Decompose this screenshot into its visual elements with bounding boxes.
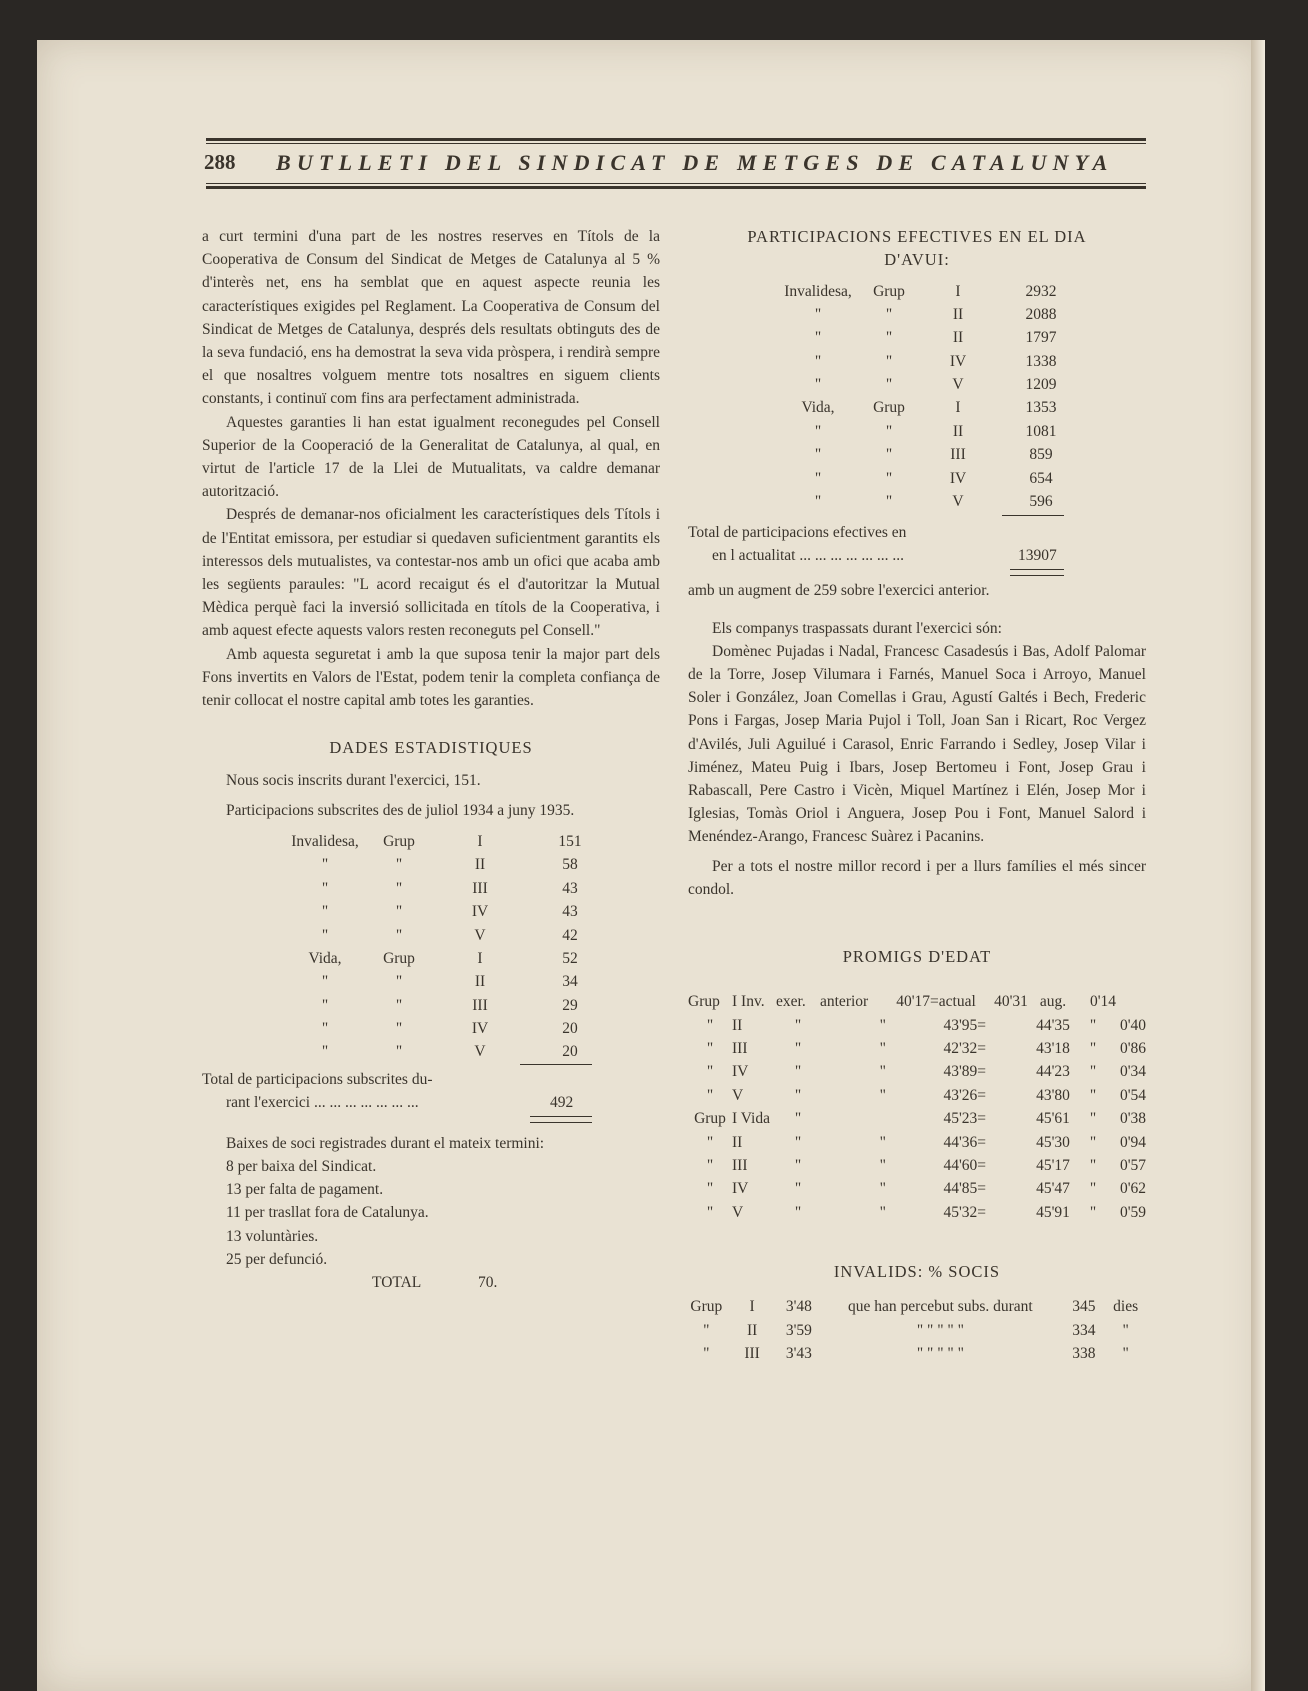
paragraph: Després de demanar-nos oficialment les característiques dels Títols i de l'Entitat emissora, per estudiar si quedaven suficientment garantits els interessos dels mutualistes, va contestar-nos amb un ofici que acaba amb les següents paraules: "L acord recaigut és el d'autoritzar la Mutual Mèdica perquè faci la inversió sollicitada en títols de la Cooperativa, i amb aquest efecte aquests valors resten reconeguts pel Consell." — [202, 506, 660, 640]
table-cell: 44'85= — [943, 1180, 986, 1198]
paragraph: Amb aquesta seguretat i amb la que suposa tenir la major part dels Fons invertits en Valors de l'Estat, podem tenir la completa confiança de tenir collocat el nostre capital amb totes les garanties. — [202, 645, 660, 710]
table-cell: 43 — [562, 903, 578, 921]
table-row — [688, 1037, 1146, 1060]
table-cell: " — [885, 469, 893, 487]
table-cell: 43 — [562, 879, 578, 897]
table-row — [688, 1295, 1146, 1318]
table-cell: IV — [732, 1180, 749, 1198]
paragraph: a curt termini d'una part de les nostres reserves en Títols de la Cooperativa de Consum del Sindicat de Metges de Catalunya al 5 % d'interès net, ens ha semblat que en aquest aspecte reunia les característiques exigides pel Reglament. La Cooperativa de Consum del Sindicat de Metges de Catalunya, després dels resultats obtinguts des de la seva fundació, ens ha demostrat la seva vida pròspera, i rendirà sempre el que nosaltres volguem mentre tots nosaltres en siguem clients constants, i continuï com fins ara perfectament administrada. — [202, 228, 660, 408]
drops-total-row — [202, 1271, 660, 1294]
table-row — [776, 467, 1084, 490]
table-cell: III — [472, 996, 488, 1014]
table-cell: " — [794, 1086, 802, 1104]
table-row — [688, 1107, 1146, 1130]
subscribed-intro: Participacions subscrites des de juliol 1934 a juny 1935. — [226, 801, 575, 819]
table-row — [282, 970, 610, 993]
table-cell: " — [885, 305, 893, 323]
table-cell: 2088 — [1025, 305, 1057, 323]
table-cell: " — [814, 376, 822, 394]
table-cell: " — [395, 973, 403, 991]
header-rule-top — [206, 138, 1146, 141]
table-cell: " — [706, 1203, 714, 1221]
table-row — [688, 1177, 1146, 1200]
table-row — [282, 830, 610, 853]
table-cell: " " " " " — [916, 1345, 964, 1363]
table-cell: " — [321, 926, 329, 944]
table-cell: IV — [949, 469, 967, 487]
table-cell: " — [321, 879, 329, 897]
table-cell: " — [706, 1063, 714, 1081]
subscribed-total-block — [202, 1064, 660, 1118]
table-cell: exer. — [776, 993, 806, 1011]
table-cell: " — [814, 329, 822, 347]
left-column — [202, 225, 660, 1294]
table-cell: " — [1089, 1110, 1097, 1128]
page-edge — [1251, 40, 1265, 1691]
table-cell: 58 — [562, 856, 578, 874]
table-cell: " — [1089, 1016, 1097, 1034]
table-cell: 45'61 — [1036, 1110, 1070, 1128]
table-row — [282, 923, 610, 946]
table-cell: " — [1122, 1345, 1129, 1363]
table-cell: " — [1089, 1156, 1097, 1174]
table-cell: I Inv. — [732, 993, 765, 1011]
table-cell: 42'32= — [943, 1040, 986, 1058]
table-cell: " — [879, 1086, 886, 1104]
table-cell: I — [477, 832, 483, 850]
table-row — [776, 396, 1084, 419]
drops-list — [226, 1155, 660, 1271]
table-cell: 43'18 — [1036, 1040, 1070, 1058]
table-row — [688, 990, 1146, 1013]
journal-title: BUTLLETI DEL SINDICAT DE METGES DE CATALUNYA — [276, 150, 1114, 175]
table-cell: Vida, — [801, 399, 835, 417]
table-cell: 34 — [562, 973, 578, 991]
new-members-line: Nous socis inscrits durant l'exercici, 151. — [226, 772, 481, 790]
table-cell: V — [952, 376, 964, 394]
table-cell: " — [395, 1020, 403, 1038]
table-cell: " — [885, 422, 893, 440]
table-cell: V — [474, 926, 486, 944]
table-cell: " — [879, 1063, 886, 1081]
effective-total-label: en l actualitat ... ... ... ... ... ... ... — [712, 547, 904, 565]
table-cell: " — [885, 446, 893, 464]
table-cell: 1209 — [1025, 376, 1057, 394]
table-cell: III — [950, 446, 966, 464]
table-cell: " — [879, 1180, 886, 1198]
table-row — [282, 994, 610, 1017]
table-cell: " — [794, 1133, 802, 1151]
table-cell: " — [321, 903, 329, 921]
table-cell — [820, 1107, 886, 1130]
table-row — [776, 373, 1084, 396]
table-cell: " — [814, 469, 822, 487]
table-cell: I — [955, 282, 961, 300]
table-cell: " — [706, 1040, 714, 1058]
subscribed-total-label: rant l'exercici ... ... ... ... ... ... ... — [226, 1093, 419, 1111]
section-title-invalids: INVALIDS: % SOCIS — [833, 1262, 1001, 1282]
table-cell: " — [1122, 1321, 1129, 1339]
table-cell: " — [1089, 1086, 1097, 1104]
list-item: 8 per baixa del Sindicat. — [226, 1157, 377, 1175]
table-cell: 43'26= — [943, 1086, 986, 1104]
table-cell: " — [794, 1180, 802, 1198]
table-cell: III — [472, 879, 488, 897]
table-row — [688, 1060, 1146, 1083]
transfer-names: Domènec Pujadas i Nadal, Francesc Casadesús i Bas, Adolf Palomar de la Torre, Josep Vilumara i Farnés, Manuel Soca i Arroyo, Manuel Soler i González, Joan Comellas i Grau, Agustí Galtés i Bech, Frederic Pons i Fargas, Josep Maria Pujol i Toll, Joan San i Ricart, Roc Vergez d'Avilés, Juli Aguilué i Carasol, Enric Farrando i Sedley, Josep Vilar i Jiménez, Mateu Puig i Ibars, Josep Bertomeu i Font, Josep Grau i Rabascall, Pere Castro i Vicèn, Miquel Martínez i Elén, Josep Mor i Iglesias, Tomàs Oriol i Anguera, Josep Pou i Font, Manuel Salord i Menéndez-Arango, Francesc Suàrez i Pacanins. — [688, 642, 1146, 846]
table-cell: II — [952, 422, 964, 440]
table-cell: 2932 — [1025, 282, 1057, 300]
table-cell: Grup — [694, 1110, 726, 1128]
table-cell: " — [321, 856, 329, 874]
table-cell: III — [732, 1040, 748, 1058]
effective-increase: amb un augment de 259 sobre l'exercici anterior. — [688, 582, 990, 600]
table-cell: 0'14 — [1089, 993, 1116, 1011]
table-cell: " — [879, 1016, 886, 1034]
table-cell: 1081 — [1025, 422, 1057, 440]
table-cell: IV — [471, 903, 489, 921]
table-cell: 0'34 — [1119, 1063, 1146, 1081]
table-row — [282, 1017, 610, 1040]
table-cell: " — [321, 996, 329, 1014]
table-cell: V — [474, 1043, 486, 1061]
table-cell: " — [706, 1016, 714, 1034]
effective-total-block — [688, 513, 1146, 571]
table-cell: 45'47 — [1036, 1180, 1070, 1198]
table-row — [776, 443, 1084, 466]
table-cell: " — [885, 376, 893, 394]
list-item: 13 per falta de pagament. — [226, 1181, 384, 1199]
table-cell: " — [321, 1043, 329, 1061]
drops-total-label: TOTAL — [372, 1274, 422, 1291]
paragraph: Aquestes garanties li han estat igualment reconegudes pel Consell Superior de la Cooperació de la Generalitat de Catalunya, al qual, en virtut de l'article 17 de la Llei de Mutualitats, va caldre demanar autorització. — [202, 413, 660, 501]
table-cell: que han percebut subs. durant — [848, 1298, 1033, 1316]
table-cell: " — [703, 1345, 710, 1363]
table-row — [282, 853, 610, 876]
header-rule-bottom — [206, 186, 1146, 189]
table-cell: " — [703, 1321, 710, 1339]
table-row — [776, 279, 1084, 302]
age-table — [688, 990, 1146, 1224]
table-cell: 44'23 — [1036, 1063, 1070, 1081]
table-cell: " — [1089, 1203, 1097, 1221]
table-cell: 44'36= — [943, 1133, 986, 1151]
table-cell: 0'59 — [1119, 1203, 1146, 1221]
table-cell: V — [952, 493, 964, 511]
list-item: 13 voluntàries. — [226, 1227, 319, 1245]
subscribed-total-value: 492 — [550, 1093, 574, 1111]
invalids-table — [688, 1295, 1146, 1365]
table-cell: 43'95= — [943, 1016, 986, 1034]
table-cell: 29 — [562, 996, 578, 1014]
table-cell: 0'54 — [1119, 1086, 1146, 1104]
table-cell: 52 — [562, 949, 578, 967]
table-cell: 334 — [1072, 1321, 1096, 1339]
section-title-stats: DADES ESTADISTIQUES — [329, 738, 533, 758]
table-row — [688, 1342, 1146, 1365]
table-cell: 40'31 — [994, 993, 1028, 1011]
table-cell: " — [879, 1133, 886, 1151]
table-row — [776, 490, 1084, 513]
table-cell: " — [794, 1016, 802, 1034]
table-cell: Grup — [383, 832, 415, 850]
right-column — [688, 225, 1146, 1365]
section-title-effective-2: D'AVUI: — [884, 250, 950, 270]
table-cell: V — [732, 1086, 744, 1104]
table-cell: II — [952, 329, 964, 347]
table-cell: " — [879, 1156, 886, 1174]
table-cell: aug. — [1039, 993, 1067, 1011]
double-rule — [530, 1116, 592, 1123]
table-cell: " — [395, 903, 403, 921]
table-cell: Grup — [873, 282, 905, 300]
table-cell: Invalidesa, — [784, 282, 852, 300]
table-row — [776, 350, 1084, 373]
table-cell: IV — [732, 1063, 749, 1081]
table-cell: 0'62 — [1119, 1180, 1146, 1198]
table-cell: " — [814, 422, 822, 440]
table-cell: Invalidesa, — [291, 832, 359, 850]
table-cell: 596 — [1029, 493, 1053, 511]
table-cell: II — [474, 856, 486, 874]
table-cell: III — [744, 1345, 760, 1363]
table-cell: 338 — [1072, 1345, 1096, 1363]
table-cell: " — [1089, 1040, 1097, 1058]
effective-total-label: Total de participacions efectives en — [688, 524, 907, 542]
table-cell: II — [474, 973, 486, 991]
table-cell: I — [955, 399, 961, 417]
table-cell: " — [814, 446, 822, 464]
table-cell: 43'89= — [943, 1063, 986, 1081]
table-cell: 45'23= — [943, 1110, 986, 1128]
table-cell: 45'32= — [943, 1203, 986, 1221]
table-row — [688, 1131, 1146, 1154]
table-cell: " — [706, 1133, 714, 1151]
table-cell: 0'38 — [1119, 1110, 1146, 1128]
table-cell: " — [321, 1020, 329, 1038]
running-header — [204, 150, 1148, 180]
table-cell: 45'17 — [1036, 1156, 1070, 1174]
table-cell: III — [732, 1156, 748, 1174]
table-cell: IV — [949, 352, 967, 370]
header-rule-bottom-thin — [206, 183, 1146, 184]
table-cell: " — [706, 1180, 714, 1198]
table-cell: I — [749, 1298, 755, 1316]
condolence: Per a tots el nostre millor record i per a llurs famílies el més sincer condol. — [688, 857, 1146, 898]
table-row — [688, 1154, 1146, 1177]
table-cell: " — [814, 493, 822, 511]
table-cell: IV — [471, 1020, 489, 1038]
table-cell: " — [1089, 1063, 1097, 1081]
table-cell: 151 — [558, 832, 582, 850]
table-cell: " — [321, 973, 329, 991]
table-cell: " — [794, 1156, 802, 1174]
table-cell: 0'40 — [1119, 1016, 1146, 1034]
section-title-effective: PARTICIPACIONS EFECTIVES EN EL DIA — [747, 227, 1087, 246]
table-cell: " — [794, 1203, 802, 1221]
table-cell: dies — [1113, 1298, 1139, 1316]
table-cell: anterior — [820, 993, 869, 1011]
page-number: 288 — [204, 150, 236, 174]
table-cell: " — [879, 1040, 886, 1058]
table-cell: II — [952, 305, 964, 323]
table-row — [776, 326, 1084, 349]
table-cell: 1338 — [1025, 352, 1057, 370]
table-cell: 44'60= — [943, 1156, 986, 1174]
table-row — [282, 877, 610, 900]
table-cell: " — [885, 329, 893, 347]
table-cell: " — [395, 996, 403, 1014]
table-cell: 654 — [1029, 469, 1053, 487]
table-row — [776, 303, 1084, 326]
table-cell: " — [395, 926, 403, 944]
table-cell: 40'17=actual — [896, 993, 976, 1011]
table-cell: V — [732, 1203, 744, 1221]
table-cell: 3'48 — [785, 1298, 812, 1316]
table-cell: 0'86 — [1119, 1040, 1146, 1058]
table-cell: Vida, — [308, 949, 342, 967]
table-cell: II — [746, 1321, 758, 1339]
table-row — [688, 1319, 1146, 1342]
transfer-intro: Els companys traspassats durant l'exercici són: — [712, 619, 1002, 637]
subscribed-table — [282, 830, 610, 1064]
sum-line — [1002, 515, 1064, 516]
table-cell: 0'94 — [1119, 1133, 1146, 1151]
table-cell: " — [794, 1063, 802, 1081]
table-row — [688, 1201, 1146, 1224]
table-cell: Grup — [383, 949, 415, 967]
table-row — [282, 900, 610, 923]
drops-total-value: 70. — [478, 1274, 498, 1291]
table-row — [688, 1084, 1146, 1107]
table-row — [776, 420, 1084, 443]
table-cell: 42 — [562, 926, 578, 944]
table-row — [282, 947, 610, 970]
table-cell: Grup — [690, 1298, 723, 1316]
table-cell: II — [732, 1016, 743, 1034]
section-title-age: PROMIGS D'EDAT — [842, 946, 992, 966]
header-rule-top-thin — [206, 143, 1146, 144]
table-cell: 43'80 — [1036, 1086, 1070, 1104]
drops-intro: Baixes de soci registrades durant el mateix termini: — [226, 1134, 545, 1152]
table-cell: I — [477, 949, 483, 967]
table-row — [282, 1040, 610, 1063]
table-cell: 0'57 — [1119, 1156, 1146, 1174]
table-cell: 44'35 — [1036, 1016, 1070, 1034]
table-cell: " — [879, 1203, 886, 1221]
sum-line — [520, 1064, 592, 1065]
table-cell: 345 — [1072, 1298, 1096, 1316]
table-cell: " — [395, 856, 403, 874]
table-cell: 1797 — [1025, 329, 1057, 347]
table-cell: " — [885, 493, 893, 511]
table-cell: " — [1089, 1133, 1097, 1151]
table-cell: " " " " " — [916, 1321, 964, 1339]
table-cell: 45'91 — [1036, 1203, 1070, 1221]
table-cell: I Vida — [732, 1110, 770, 1128]
table-cell: 3'43 — [785, 1345, 812, 1363]
table-cell: " — [814, 305, 822, 323]
table-cell: " — [706, 1086, 714, 1104]
subscribed-total-label: Total de participacions subscrites du- — [202, 1070, 433, 1088]
list-item: 11 per trasllat fora de Catalunya. — [226, 1204, 429, 1222]
table-cell: Grup — [688, 993, 720, 1011]
table-cell: " — [794, 1110, 802, 1128]
table-cell: 20 — [562, 1020, 578, 1038]
effective-table — [776, 279, 1084, 513]
table-cell: " — [395, 1043, 403, 1061]
effective-total-value: 13907 — [1018, 547, 1057, 565]
table-cell: " — [885, 352, 893, 370]
table-cell: " — [395, 879, 403, 897]
table-cell: 1353 — [1025, 399, 1057, 417]
table-cell: " — [794, 1040, 802, 1058]
table-cell: II — [732, 1133, 743, 1151]
table-cell: 859 — [1029, 446, 1053, 464]
table-cell: 3'59 — [785, 1321, 812, 1339]
table-row — [688, 1014, 1146, 1037]
double-rule — [1010, 569, 1064, 576]
table-cell: " — [814, 352, 822, 370]
table-cell: 45'30 — [1036, 1133, 1070, 1151]
table-cell: " — [706, 1156, 714, 1174]
table-cell: 20 — [562, 1043, 578, 1061]
table-cell: Grup — [873, 399, 905, 417]
list-item: 25 per defunció. — [226, 1250, 328, 1268]
table-cell: " — [1089, 1180, 1097, 1198]
